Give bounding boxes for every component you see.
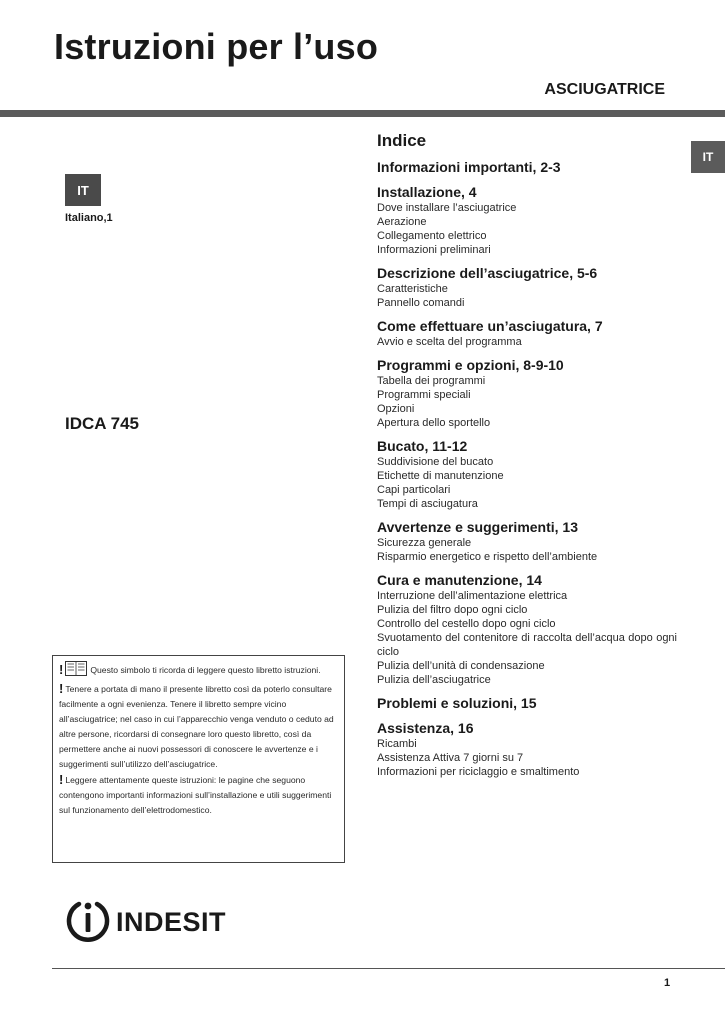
toc-subitem[interactable]: Interruzione dell’alimentazione elettrica bbox=[377, 590, 568, 602]
toc-section-title[interactable]: Descrizione dell’asciugatrice, 5-6 bbox=[377, 265, 598, 281]
open-book-icon bbox=[65, 661, 87, 681]
toc-subitem[interactable]: Pannello comandi bbox=[377, 297, 465, 309]
toc-section-title[interactable]: Problemi e soluzioni, 15 bbox=[377, 695, 537, 711]
toc-subitem[interactable]: Pulizia dell’asciugatrice bbox=[377, 674, 491, 686]
table-of-contents bbox=[377, 131, 677, 787]
warning-mark: ! bbox=[59, 681, 64, 696]
toc-subitem[interactable]: Pulizia del filtro dopo ogni ciclo bbox=[377, 604, 528, 616]
footer-divider bbox=[52, 968, 725, 969]
toc-subitem[interactable]: Assistenza Attiva 7 giorni su 7 bbox=[377, 752, 524, 764]
toc-subitem[interactable]: Ricambi bbox=[377, 738, 417, 750]
toc-section bbox=[377, 265, 677, 310]
toc-section-title[interactable]: Informazioni importanti, 2-3 bbox=[377, 159, 561, 175]
toc-heading: Indice bbox=[377, 131, 427, 150]
toc-section-title[interactable]: Assistenza, 16 bbox=[377, 720, 474, 736]
toc-subitem[interactable]: Etichette di manutenzione bbox=[377, 470, 504, 482]
toc-section-title[interactable]: Cura e manutenzione, 14 bbox=[377, 572, 542, 588]
toc-section-title[interactable]: Come effettuare un’asciugatura, 7 bbox=[377, 318, 603, 334]
notice-keep-text: Tenere a portata di mano il presente libretto così da poterlo consultare facilmente a ogni evenienza. Tenere il libretto sempre vicino all’asciugatrice; nel caso in cui l’apparecchio venga venduto o ceduto ad altre persone, ricordarsi di consegnare loro questo libretto, così da permettere anche ai nuovi possessori di conoscere le avvertenze e i suggerimenti sull’utilizzo dell’asciugatrice. bbox=[59, 684, 334, 769]
brand-logo bbox=[66, 897, 226, 948]
toc-subitem[interactable]: Opzioni bbox=[377, 403, 415, 415]
toc-subitem[interactable]: Controllo del cestello dopo ogni ciclo bbox=[377, 618, 556, 630]
product-type: ASCIUGATRICE bbox=[544, 81, 665, 98]
toc-subitem[interactable]: Sicurezza generale bbox=[377, 537, 472, 549]
notice-symbol-paragraph bbox=[59, 661, 338, 681]
toc-section-title[interactable]: Bucato, 11-12 bbox=[377, 438, 468, 454]
header-divider bbox=[0, 110, 725, 117]
toc-subitem[interactable]: Dove installare l’asciugatrice bbox=[377, 202, 517, 214]
page-number: 1 bbox=[664, 977, 671, 989]
brand-wordmark: INDESIT bbox=[116, 907, 227, 937]
toc-subitem[interactable]: Informazioni per riciclaggio e smaltimento bbox=[377, 766, 580, 778]
toc-subitem[interactable]: Risparmio energetico e rispetto dell’ambiente bbox=[377, 551, 598, 563]
toc-section bbox=[377, 720, 677, 779]
toc-section bbox=[377, 357, 677, 430]
toc-subitem[interactable]: Tempi di asciugatura bbox=[377, 498, 478, 510]
notice-symbol-text: Questo simbolo ti ricorda di leggere questo libretto istruzioni. bbox=[90, 665, 321, 675]
toc-sections bbox=[377, 159, 677, 779]
toc-section bbox=[377, 438, 677, 511]
notice-read-paragraph bbox=[59, 772, 338, 818]
page-title: Istruzioni per l’uso bbox=[54, 26, 379, 67]
toc-subitem[interactable]: Collegamento elettrico bbox=[377, 230, 487, 242]
toc-subitem[interactable]: Tabella dei programmi bbox=[377, 375, 486, 387]
toc-subitem[interactable]: Capi particolari bbox=[377, 484, 451, 496]
model-number: IDCA 745 bbox=[65, 414, 140, 433]
toc-section bbox=[377, 184, 677, 257]
warning-mark: ! bbox=[59, 772, 64, 787]
toc-section bbox=[377, 695, 677, 712]
toc-subitem[interactable]: Aerazione bbox=[377, 216, 427, 228]
notice-keep-paragraph bbox=[59, 681, 338, 772]
toc-subitem[interactable]: Caratteristiche bbox=[377, 283, 448, 295]
toc-section bbox=[377, 519, 677, 564]
language-link: Italiano,1 bbox=[65, 212, 113, 224]
toc-section bbox=[377, 318, 677, 349]
indesit-logo-icon bbox=[66, 897, 110, 948]
toc-section bbox=[377, 159, 677, 176]
toc-subitem[interactable]: Suddivisione del bucato bbox=[377, 456, 494, 468]
toc-subitem[interactable]: Svuotamento del contenitore di raccolta dell’acqua dopo ogni ciclo bbox=[377, 632, 677, 658]
toc-subitem[interactable]: Informazioni preliminari bbox=[377, 244, 491, 256]
notice-box bbox=[52, 655, 345, 863]
toc-section-title[interactable]: Programmi e opzioni, 8-9-10 bbox=[377, 357, 564, 373]
warning-mark: ! bbox=[59, 662, 64, 677]
toc-section-title[interactable]: Installazione, 4 bbox=[377, 184, 477, 200]
toc-section bbox=[377, 572, 677, 687]
toc-subitem[interactable]: Pulizia dell’unità di condensazione bbox=[377, 660, 545, 672]
toc-subitem[interactable]: Programmi speciali bbox=[377, 389, 471, 401]
toc-section-title[interactable]: Avvertenze e suggerimenti, 13 bbox=[377, 519, 579, 535]
language-badge: IT bbox=[65, 174, 101, 206]
notice-read-text: Leggere attentamente queste istruzioni: le pagine che seguono contengono importanti informazioni sull’installazione e utili suggerimenti sul funzionamento dell’elettrodomestico. bbox=[59, 775, 332, 815]
language-side-tab: IT bbox=[691, 141, 725, 173]
toc-subitem[interactable]: Avvio e scelta del programma bbox=[377, 336, 522, 348]
toc-subitem[interactable]: Apertura dello sportello bbox=[377, 417, 491, 429]
